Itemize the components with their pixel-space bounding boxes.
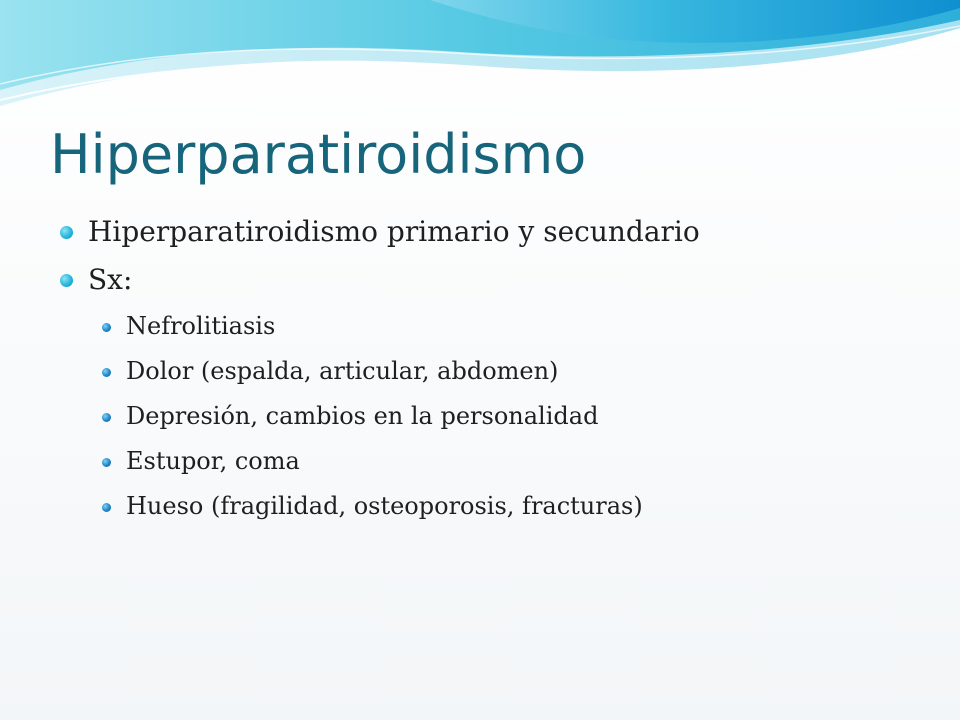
- sub-bullet-dot-icon: [102, 503, 111, 512]
- bullet-list: [60, 208, 940, 529]
- sub-bullet-dot-icon: [102, 368, 111, 377]
- sub-list-item: [60, 349, 940, 394]
- list-item: [60, 256, 940, 304]
- slide-title: Hiperparatiroidismo: [50, 123, 587, 186]
- sub-list-item: [60, 304, 940, 349]
- header-wave-decoration: [0, 0, 960, 120]
- sub-bullet-text: Nefrolitiasis: [126, 312, 276, 340]
- sub-bullet-dot-icon: [102, 458, 111, 467]
- bullet-dot-icon: [60, 274, 73, 287]
- bullet-dot-icon: [60, 226, 73, 239]
- list-item: [60, 208, 940, 256]
- sub-list-item: [60, 394, 940, 439]
- sub-bullet-dot-icon: [102, 413, 111, 422]
- sub-list-item: [60, 439, 940, 484]
- sub-bullet-dot-icon: [102, 323, 111, 332]
- sub-bullet-text: Depresión, cambios en la personalidad: [126, 402, 599, 430]
- bullet-text: Hiperparatiroidismo primario y secundario: [88, 215, 700, 248]
- sub-list-item: [60, 484, 940, 529]
- sub-bullet-text: Estupor, coma: [126, 447, 300, 475]
- sub-bullet-text: Dolor (espalda, articular, abdomen): [126, 357, 559, 385]
- bullet-text: Sx:: [88, 263, 133, 296]
- sub-bullet-text: Hueso (fragilidad, osteoporosis, fracturas): [126, 492, 643, 520]
